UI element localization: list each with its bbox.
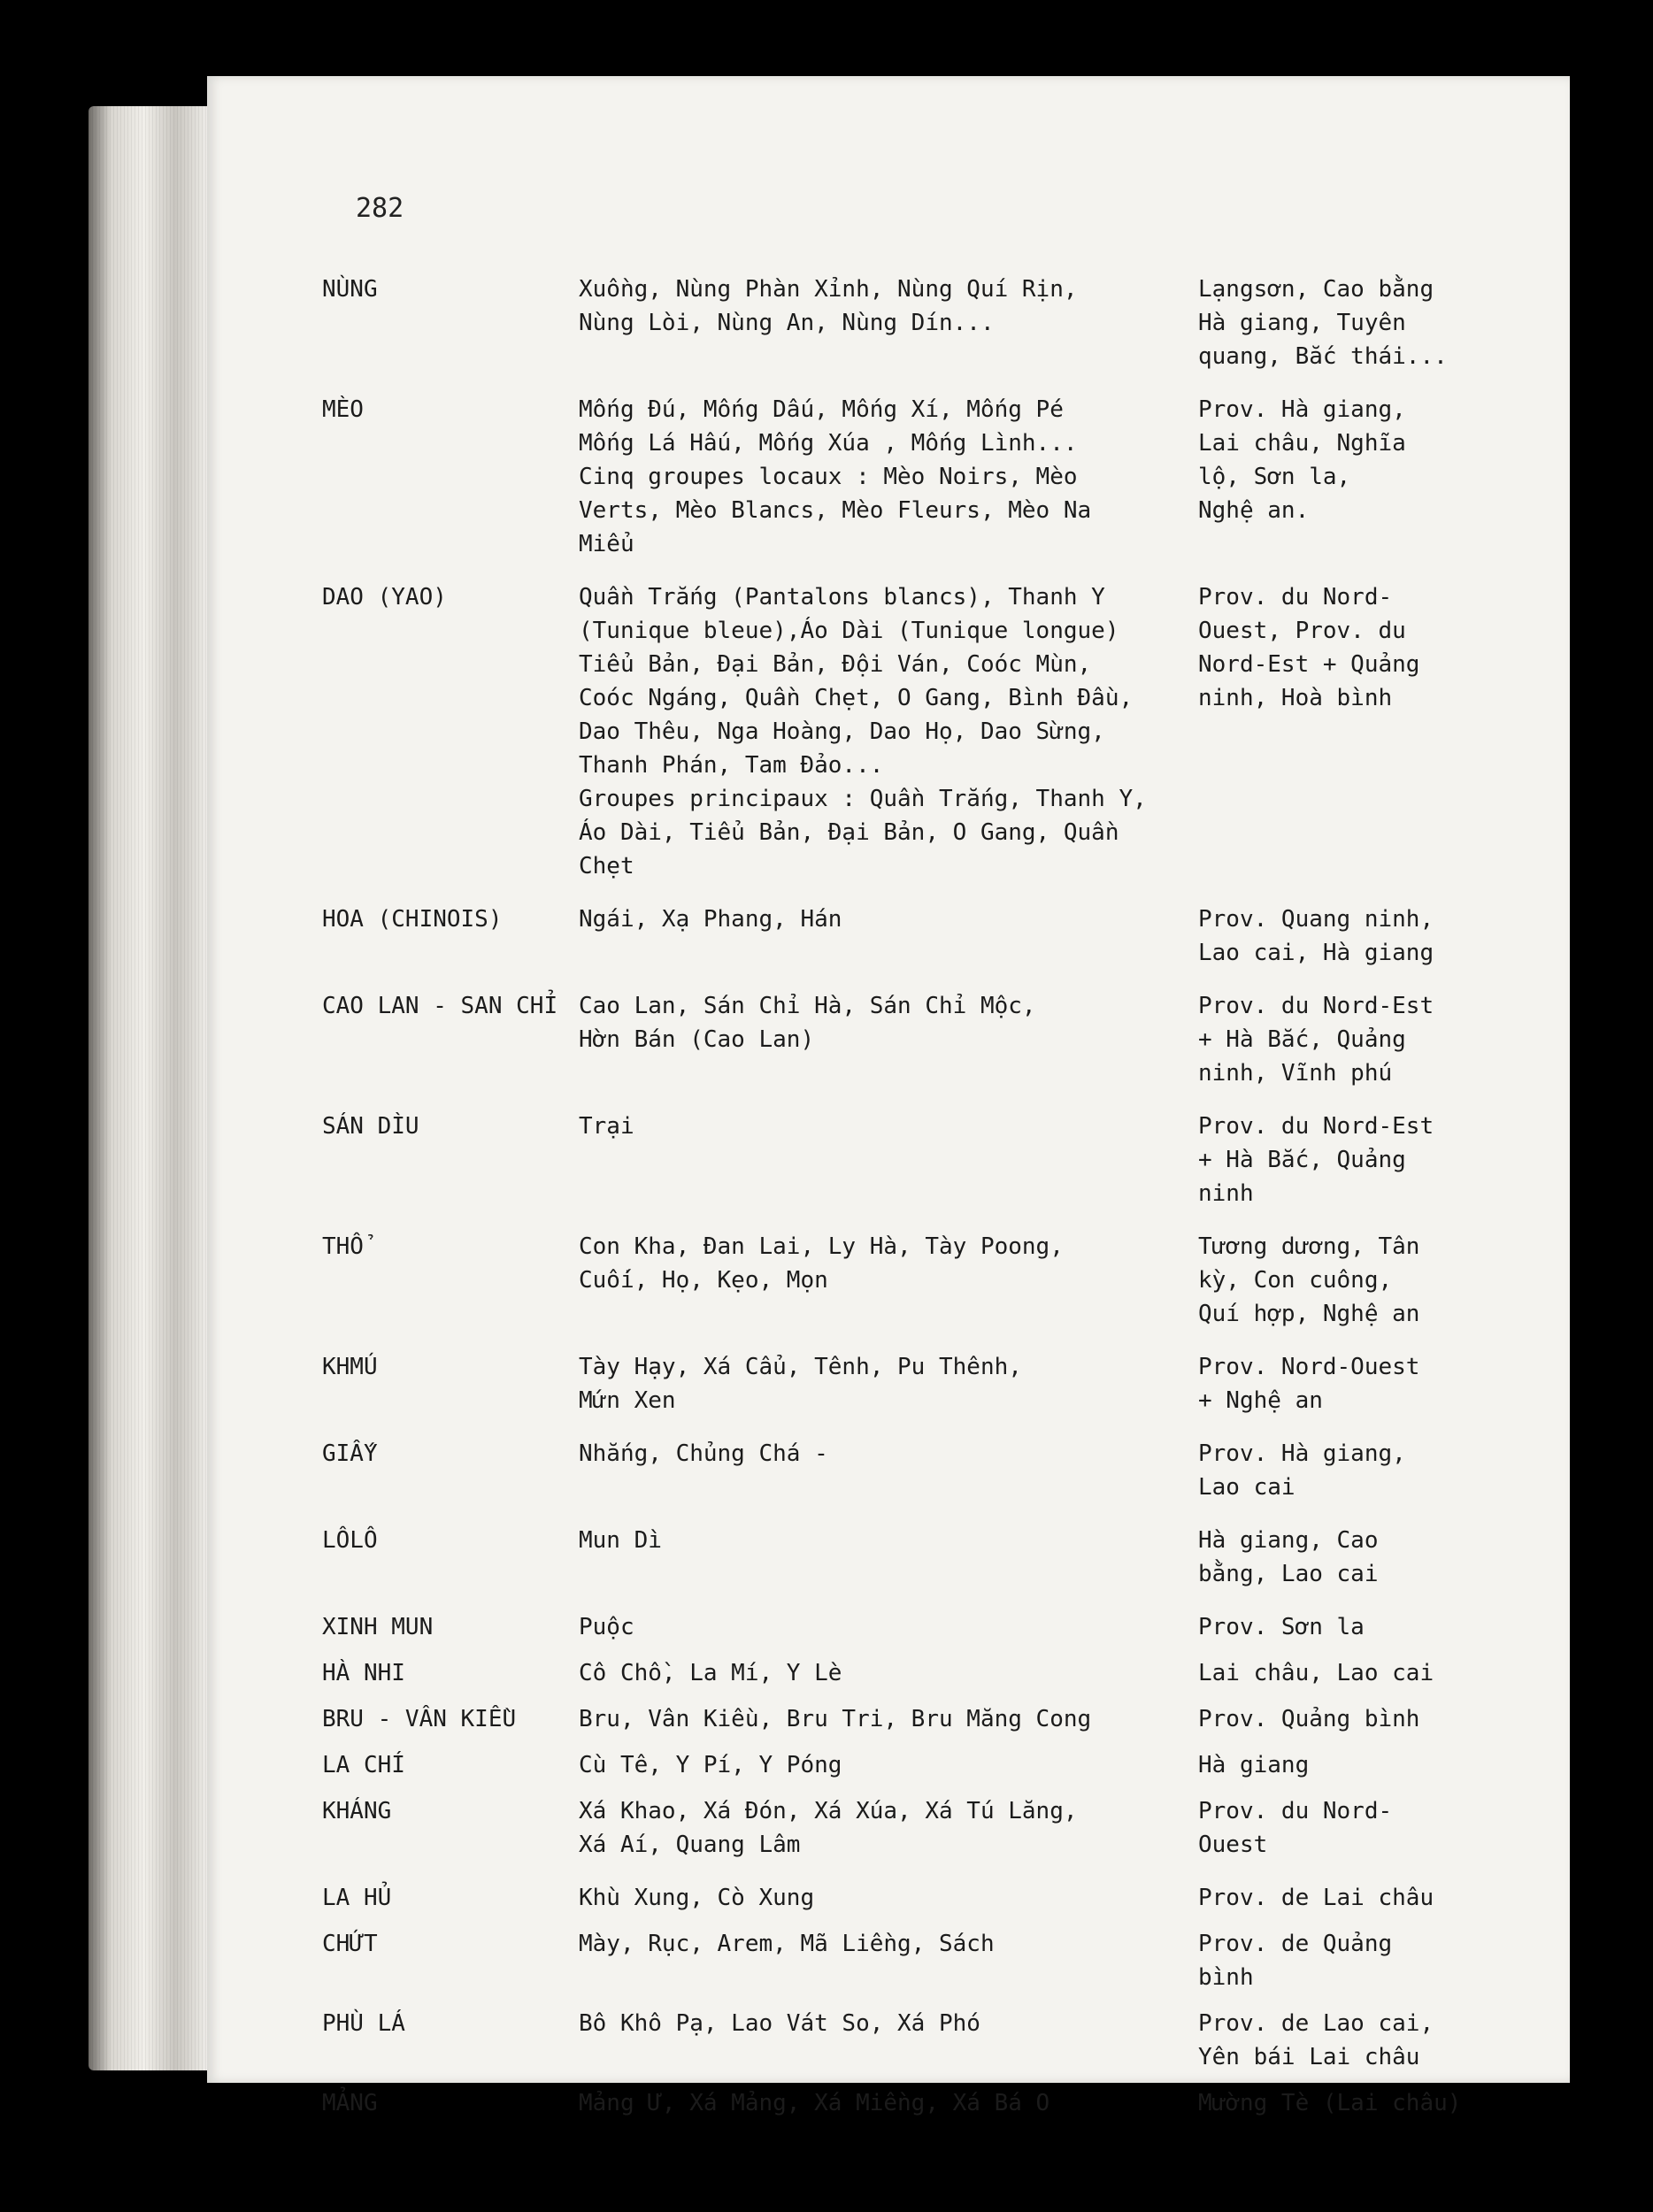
local-names: Trại xyxy=(579,1113,634,1140)
book-page xyxy=(207,76,1570,2116)
group-name: SÁN DÌU xyxy=(322,1113,419,1140)
region: Prov. de Lai châu xyxy=(1198,1885,1434,1911)
local-names: Mống Đú, Mống Dấu, Mống Xí, Mống Pé Mống Lá Hấu, Mống Xúa , Mống Lình... Cinq groupes locaux : Mèo Noirs, Mèo Verts, Mèo Blancs, Mèo Fleurs, Mèo Na Miểu xyxy=(579,396,1092,557)
local-names: Con Kha, Đan Lai, Ly Hà, Tày Poong, Cuối, Họ, Kẹo, Mọn xyxy=(579,1233,1064,1294)
group-name: LÔLÔ xyxy=(322,1527,378,1554)
table-row xyxy=(322,1927,1543,2007)
local-names: Ngái, Xạ Phang, Hán xyxy=(579,906,842,933)
table-row xyxy=(322,1110,1543,1230)
region: Prov. du Nord- Ouest, Prov. du Nord-Est + Quảng ninh, Hoà bình xyxy=(1198,584,1420,711)
group-name: HOA (CHINOIS) xyxy=(322,906,503,933)
region: Prov. du Nord-Est + Hà Bắc, Quảng ninh xyxy=(1198,1113,1434,1207)
table-row xyxy=(322,1437,1543,1524)
region: Prov. Quang ninh, Lao cai, Hà giang xyxy=(1198,906,1434,966)
local-names: Puộc xyxy=(579,1614,634,1640)
table-row xyxy=(322,1702,1543,1748)
table-row xyxy=(322,1610,1543,1656)
group-name: CAO LAN - SAN CHỈ xyxy=(322,993,558,1019)
region: Prov. Quảng bình xyxy=(1198,1706,1420,1732)
region: Prov. de Lao cai, Yên bái Lai châu xyxy=(1198,2010,1434,2070)
page-number: 282 xyxy=(356,193,404,224)
local-names: Xuồng, Nùng Phàn Xỉnh, Nùng Quí Rịn, Nùng Lòi, Nùng An, Nùng Dín... xyxy=(579,276,1078,336)
local-names: Cù Tê, Y Pí, Y Póng xyxy=(579,1752,842,1778)
region: Tương dương, Tân kỳ, Con cuông, Quí hợp, Nghệ an xyxy=(1198,1233,1420,1327)
table-row xyxy=(322,1350,1543,1437)
table-row xyxy=(322,273,1543,393)
group-name: MÈO xyxy=(322,396,364,423)
group-name: MẢNG xyxy=(322,2090,378,2116)
local-names: Quần Trắng (Pantalons blancs), Thanh Y (Tunique bleue),Áo Dài (Tunique longue) Tiểu Bản, Đại Bản, Đội Ván, Coóc Mùn, Coóc Ngáng, Quần Chẹt, O Gang, Bình Đầu, Dao Thêu, Nga Hoàng, Dao Họ, Dao Sừng, Thanh Phán, Tam Đảo... Groupes principaux : Quần Trắng, Thanh Y, Áo Dài, Tiểu Bản, Đại Bản, O Gang, Quần Chẹt xyxy=(579,584,1147,879)
local-names: Bru, Vân Kiều, Bru Tri, Bru Măng Cong xyxy=(579,1706,1092,1732)
group-name: LA CHÍ xyxy=(322,1752,405,1778)
table-row xyxy=(322,1794,1543,1881)
local-names: Bô Khô Pạ, Lao Vát So, Xá Phó xyxy=(579,2010,980,2037)
table-row xyxy=(322,1524,1543,1610)
region: Prov. de Quảng bình xyxy=(1198,1931,1393,1991)
table-row xyxy=(322,2007,1543,2086)
group-name: DAO (YAO) xyxy=(322,584,447,611)
group-name: XINH MUN xyxy=(322,1614,434,1640)
local-names: Cao Lan, Sán Chỉ Hà, Sán Chỉ Mộc, Hờn Bán (Cao Lan) xyxy=(579,993,1036,1053)
group-name: HÀ NHI xyxy=(322,1660,405,1686)
local-names: Cô Chồ, La Mí, Y Lè xyxy=(579,1660,842,1686)
table-row xyxy=(322,393,1543,580)
region: Lai châu, Lao cai xyxy=(1198,1660,1434,1686)
region: Prov. Sơn la xyxy=(1198,1614,1365,1640)
group-name: PHÙ LÁ xyxy=(322,2010,405,2037)
group-name: NÙNG xyxy=(322,276,378,303)
local-names: Xá Khao, Xá Đón, Xá Xúa, Xá Tú Lăng, Xá Aí, Quang Lâm xyxy=(579,1798,1078,1858)
local-names: Mày, Rục, Arem, Mã Liềng, Sách xyxy=(579,1931,995,1957)
group-name: THỔ xyxy=(322,1233,364,1260)
region: Prov. Nord-Ouest + Nghệ an xyxy=(1198,1354,1420,1414)
group-name: BRU - VÂN KIỀU xyxy=(322,1706,517,1732)
region: Prov. du Nord- Ouest xyxy=(1198,1798,1393,1858)
table-row xyxy=(322,1230,1543,1350)
group-name: KHÁNG xyxy=(322,1798,392,1824)
table-row xyxy=(322,2086,1543,2132)
region: Hà giang xyxy=(1198,1752,1310,1778)
region: Mường Tè (Lai châu) xyxy=(1198,2090,1462,2116)
local-names: Nhắng, Chủng Chá - xyxy=(579,1440,828,1467)
table-row xyxy=(322,580,1543,902)
ethnic-groups-table xyxy=(322,273,1543,2132)
table-row xyxy=(322,989,1543,1110)
table-row xyxy=(322,1656,1543,1702)
region: Prov. Hà giang, Lai châu, Nghĩa lộ, Sơn la, Nghệ an. xyxy=(1198,396,1406,524)
table-row xyxy=(322,1881,1543,1927)
group-name: KHMÚ xyxy=(322,1354,378,1380)
group-name: LA HỦ xyxy=(322,1885,392,1911)
local-names: Tày Hạy, Xá Cẩu, Tênh, Pu Thênh, Mứn Xen xyxy=(579,1354,1022,1414)
book-page-edges xyxy=(88,106,212,2070)
local-names: Khù Xung, Cò Xung xyxy=(579,1885,815,1911)
group-name: GIẤY xyxy=(322,1440,378,1467)
region: Prov. Hà giang, Lao cai xyxy=(1198,1440,1406,1501)
region: Prov. du Nord-Est + Hà Bắc, Quảng ninh, Vĩnh phú xyxy=(1198,993,1434,1087)
group-name: CHỨT xyxy=(322,1931,378,1957)
local-names: Mảng Ư, Xá Mảng, Xá Miềng, Xá Bá O xyxy=(579,2090,1050,2116)
table-row xyxy=(322,1748,1543,1794)
region: Hà giang, Cao bằng, Lao cai xyxy=(1198,1527,1379,1587)
region: Lạngsơn, Cao bằng Hà giang, Tuyên quang, Bắc thái... xyxy=(1198,276,1448,370)
local-names: Mun Dì xyxy=(579,1527,662,1554)
table-row xyxy=(322,902,1543,989)
